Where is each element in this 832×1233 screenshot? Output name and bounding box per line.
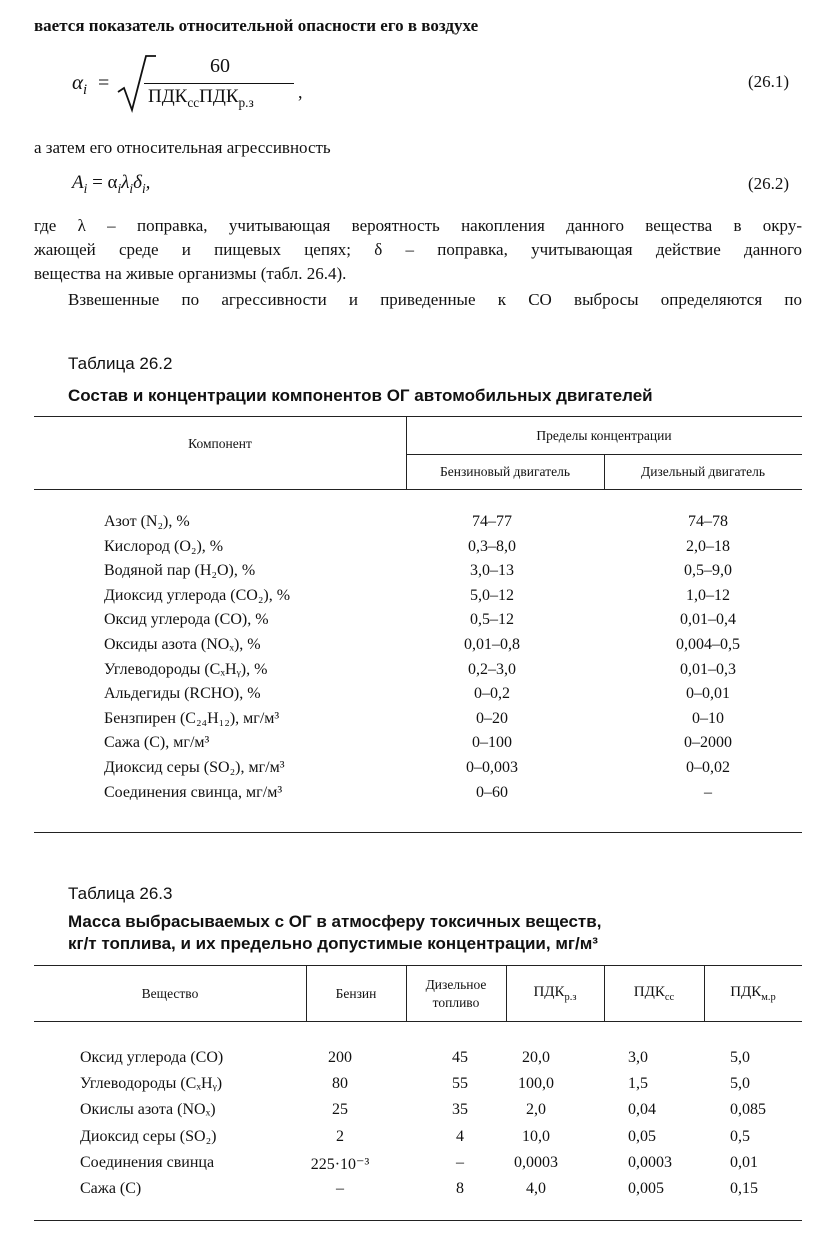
table3-col-petrol: Бензин	[335, 986, 377, 1001]
table3-row-petrol: 80	[332, 1075, 348, 1093]
text-para-where-2: жающей среде и пищевых цепях; δ – поправка, учитывающая действие данного	[34, 240, 802, 259]
table2-row-name: Альдегиды (RCHO), %	[104, 685, 261, 703]
table2-row-petrol: 0,01–0,8	[464, 636, 520, 653]
table3-row-name: Оксид углерода (СО)	[80, 1049, 224, 1066]
equation-26-1	[72, 52, 332, 116]
table2-row-petrol: 0–100	[472, 734, 512, 752]
eq1-lhs: $\alpha_i$	[72, 70, 88, 99]
table3-row-diesel: 35	[452, 1101, 468, 1119]
table3-row-pdk-ss: 1,5	[628, 1075, 648, 1093]
table2-row-name: Азот (N₂), %	[104, 513, 190, 530]
table2-row-petrol: 0–0,003	[466, 759, 518, 776]
table2-row-petrol: 0–20	[476, 709, 508, 727]
table3-row-pdk-rz: 100,0	[518, 1075, 554, 1093]
table3-row-petrol: 225·10⁻³	[310, 1155, 370, 1173]
eq1-number: (26.1)	[748, 72, 790, 91]
table3-row-pdk-mr: 0,15	[730, 1180, 758, 1197]
table2-row-name: Углеводороды (CₓHᵧ), %	[104, 660, 268, 678]
table3-top-rule	[34, 965, 802, 966]
table3-row-diesel: 8	[456, 1180, 464, 1197]
table3-row-pdk-rz: 4,0	[526, 1180, 546, 1197]
table3-col-pdk-mr: $ПДК_{м.р}$	[730, 984, 776, 1003]
eq1-numerator: 60	[210, 55, 230, 77]
table2-row-diesel: 0–10	[692, 709, 724, 727]
text-para-where-1: где λ – поправка, учитывающая вероятность накопления данного вещества в окру-	[34, 216, 802, 235]
table3-row-pdk-mr: 0,085	[730, 1101, 766, 1119]
table3-row-pdk-mr: 0,01	[730, 1153, 758, 1171]
text-line-top: вается показатель относительной опасности его в воздухе	[34, 16, 479, 35]
table2-row-name: Оксид углерода (CO), %	[104, 611, 269, 629]
table2-row-diesel: 1,0–12	[686, 586, 730, 604]
table2-row-petrol: 0–0,2	[474, 685, 510, 703]
table3-col-pdk-ss: $ПДК_{сс}$	[633, 984, 675, 1003]
table3-col-substance: Вещество	[141, 986, 199, 1001]
table2-row-petrol: 3,0–13	[470, 562, 514, 580]
table3-row-petrol: –	[336, 1180, 344, 1197]
text-para-weighted: Взвешенные по агрессивности и приведенные к СО выбросы определяются по	[68, 290, 802, 309]
table3-title-2: кг/т топлива, и их предельно допустимые концентрации, мг/м³	[68, 934, 598, 953]
table3-row-pdk-rz: 20,0	[522, 1049, 550, 1066]
table2-col-component: Компонент	[188, 436, 252, 451]
table3-row-name: Сажа (С)	[80, 1180, 142, 1197]
table2-title: Состав и концентрации компонентов ОГ автомобильных двигателей	[68, 386, 653, 405]
eq1-fraction-bar	[144, 83, 294, 84]
table3-title-1: Масса выбрасываемых с ОГ в атмосферу токсичных веществ,	[68, 912, 602, 931]
table3-row-pdk-ss: 0,005	[628, 1180, 664, 1197]
table3-row-pdk-mr: 5,0	[730, 1049, 750, 1066]
table3-row-pdk-rz: 0,0003	[514, 1153, 558, 1171]
table2-row-name: Сажа (С), мг/м³	[104, 734, 210, 752]
eq1-denominator: $ПДК_{сс}ПДК_{р.з}$	[148, 86, 254, 110]
table2-row-diesel: 74–78	[688, 513, 728, 530]
table2-row-name: Оксиды азота (NOₓ), %	[104, 636, 261, 653]
table2-row-name: Водяной пар (H₂O), %	[104, 562, 256, 580]
eq1-comma: ,	[298, 82, 303, 102]
table2-col-diesel: Дизельный двигатель	[641, 464, 765, 479]
table2-row-petrol: 0–60	[476, 783, 508, 801]
table2-bottom-rule	[34, 832, 802, 833]
table2-row-petrol: 0,2–3,0	[468, 660, 516, 678]
table3-row-pdk-ss: 0,04	[628, 1101, 656, 1119]
table3-row-petrol: 2	[336, 1127, 344, 1145]
table3-row-pdk-mr: 0,5	[730, 1127, 750, 1145]
table3-row-pdk-mr: 5,0	[730, 1075, 750, 1093]
table2-row-name: Кислород (O₂), %	[104, 537, 224, 555]
table2-col-limits: Пределы концентрации	[536, 428, 672, 443]
table3-row-diesel: 4	[456, 1127, 464, 1145]
table2-row-diesel: 0,01–0,4	[680, 611, 736, 629]
text-line-then: а затем его относительная агрессивность	[34, 138, 331, 157]
text-para-where-3: вещества на живые организмы (табл. 26.4).	[34, 264, 347, 283]
table2-row-diesel: 0,004–0,5	[676, 636, 740, 653]
table2-row-petrol: 0,3–8,0	[468, 537, 516, 555]
table3-row-name: Углеводороды (CₓHᵧ)	[80, 1075, 223, 1093]
table2-label: Таблица 26.2	[68, 354, 173, 373]
table3-row-diesel: 45	[452, 1049, 468, 1066]
table2-top-rule	[34, 416, 802, 417]
table2-row-diesel: 0–0,01	[686, 685, 730, 703]
table3-row-pdk-rz: 2,0	[526, 1101, 546, 1119]
table3-row-pdk-ss: 0,0003	[628, 1153, 672, 1171]
table3-label: Таблица 26.3	[68, 884, 173, 903]
table2-col-petrol: Бензиновый двигатель	[440, 464, 570, 479]
table2-row-petrol: 74–77	[472, 513, 512, 530]
table3-row-pdk-rz: 10,0	[522, 1127, 550, 1145]
table2-row-diesel: 2,0–18	[686, 537, 730, 555]
table2-row-diesel: 0,5–9,0	[684, 562, 732, 580]
eq1-equals: =	[98, 72, 110, 94]
table2-row-petrol: 5,0–12	[470, 586, 514, 604]
table3-row-diesel: 55	[452, 1075, 468, 1093]
table3-header-bottom-rule	[34, 1021, 802, 1022]
table3-row-name: Диоксид серы (SO₂)	[80, 1127, 217, 1145]
table3-row-name: Окислы азота (NOₓ)	[80, 1101, 216, 1119]
table2-row-diesel: 0–0,02	[686, 759, 730, 776]
table3-col-diesel: Дизельное топливо	[425, 977, 487, 1010]
table3-row-petrol: 200	[328, 1049, 352, 1066]
eq2-number: (26.2)	[748, 174, 790, 193]
table3-bottom-rule	[34, 1220, 802, 1221]
table3-col-pdk-rz: $ПДК_{р.з}$	[533, 984, 577, 1003]
table2-row-name: Диоксид серы (SO₂), мг/м³	[104, 759, 285, 776]
table3-row-pdk-ss: 0,05	[628, 1127, 656, 1145]
table2-row-name: Диоксид углерода (CO₂), %	[104, 586, 291, 604]
table2-row-petrol: 0,5–12	[470, 611, 514, 629]
table2-row-name: Соединения свинца, мг/м³	[104, 783, 283, 801]
table3-row-diesel: –	[456, 1153, 464, 1171]
equation-26-2: $A_i = \alpha_i\lambda_i\delta_i$,	[72, 172, 151, 196]
table2-row-name: Бензпирен (C₂₄H₁₂), мг/м³	[104, 709, 280, 727]
table2-row-diesel: 0,01–0,3	[680, 660, 736, 678]
table2-row-diesel: 0–2000	[684, 734, 732, 752]
table3-row-name: Соединения свинца	[80, 1153, 215, 1171]
table2-row-diesel: –	[704, 783, 712, 801]
table3-row-petrol: 25	[332, 1101, 348, 1119]
table3-row-pdk-ss: 3,0	[628, 1049, 648, 1066]
table2-header-bottom-rule	[34, 489, 802, 490]
